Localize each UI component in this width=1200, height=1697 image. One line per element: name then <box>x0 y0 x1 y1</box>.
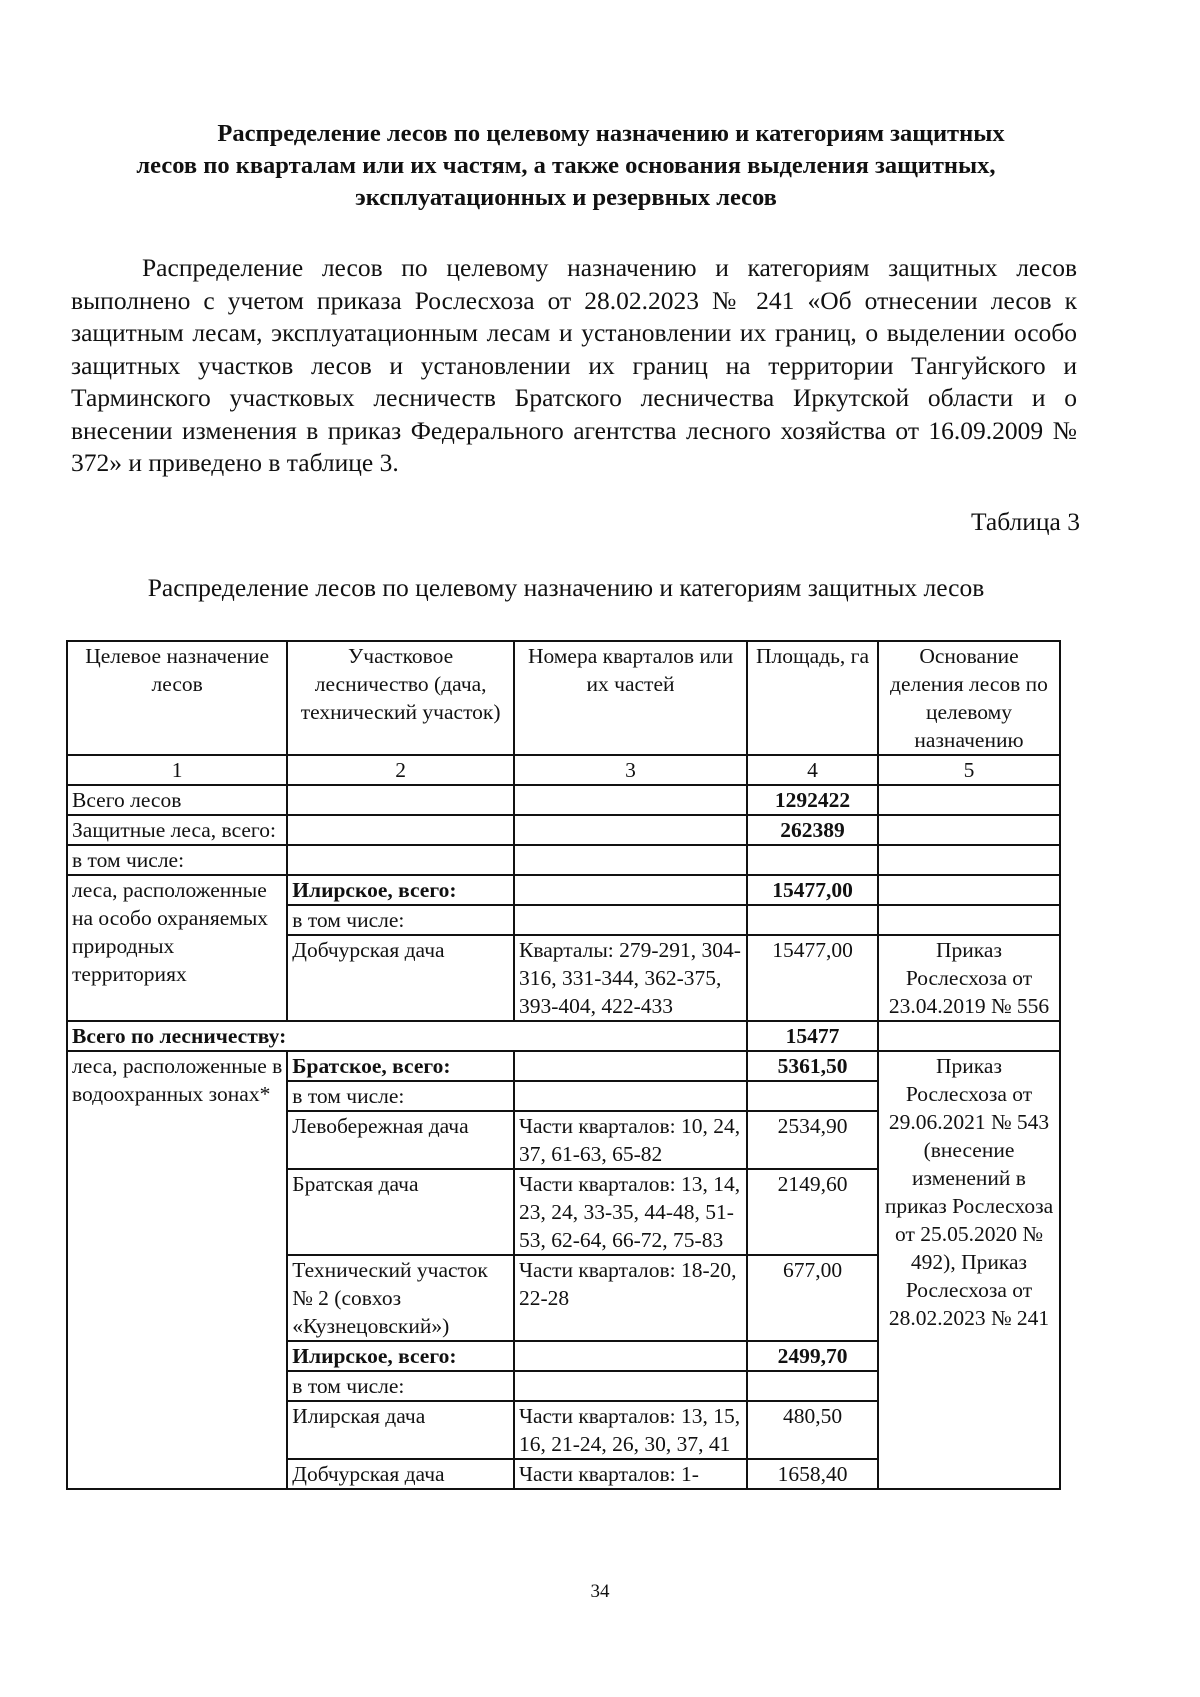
table-row <box>67 815 1060 845</box>
forestry-total-area: 15477 <box>747 1021 878 1051</box>
table-row <box>67 845 1060 875</box>
colnum-4: 4 <box>747 755 878 785</box>
quarters-list: Части кварталов: 10, 24, 37, 61-63, 65-82 <box>514 1111 747 1169</box>
dacha-name: Илирская дача <box>287 1401 514 1459</box>
area-value: 1658,40 <box>747 1459 878 1489</box>
quarters-list: Части кварталов: 13, 15, 16, 21-24, 26, 30, 37, 41 <box>514 1401 747 1459</box>
table-label: Таблица 3 <box>970 507 1080 536</box>
forestry-total-name: Илирское, всего: <box>287 1341 514 1371</box>
header-purpose: Целевое назначение лесов <box>67 641 287 755</box>
total-forests-label: Всего лесов <box>67 785 287 815</box>
including-label: в том числе: <box>287 905 514 935</box>
including-label: в том числе: <box>287 1081 514 1111</box>
dacha-name: Технический участок № 2 (совхоз «Кузнецовский») <box>287 1255 514 1341</box>
forestry-total-name: Братское, всего: <box>287 1051 514 1081</box>
basis-text: Приказ Рослесхоза от 29.06.2021 № 543 (внесение изменений в приказ Рослесхоза от 25.05.2020 № 492), Приказ Рослесхоза от 28.02.2023 № 241 <box>878 1051 1060 1489</box>
basis-text: Приказ Рослесхоза от 23.04.2019 № 556 <box>878 935 1060 1021</box>
colnum-5: 5 <box>878 755 1060 785</box>
header-area: Площадь, га <box>747 641 878 755</box>
total-forests-area: 1292422 <box>747 785 878 815</box>
forestry-total-label: Всего по лесничеству: <box>67 1021 747 1051</box>
table-row <box>67 1021 1060 1051</box>
area-value: 2149,60 <box>747 1169 878 1255</box>
forestry-total-name: Илирское, всего: <box>287 875 514 905</box>
forest-distribution-table <box>66 640 1061 1490</box>
intro-paragraph: Распределение лесов по целевому назначению и категориям защитных лесов выполнено с учетом приказа Рослесхоза от 28.02.2023 № 241 «Об отнесении лесов к защитным лесам, эксплуатационным лесам и установлении их границ, о выделении особо защитных участков лесов и установлении их границ на территории Тангуйского и Тарминского участковых лесничеств Братского лесничества Иркутской области и о внесении изменения в приказ Федерального агентства лесного хозяйства от 16.09.2009 № 372» и приведено в таблице 3. <box>71 253 1077 477</box>
table-row <box>67 1051 1060 1081</box>
including-label: в том числе: <box>287 1371 514 1401</box>
header-quarters: Номера кварталов или их частей <box>514 641 747 755</box>
area-value: 677,00 <box>747 1255 878 1341</box>
protective-total-label: Защитные леса, всего: <box>67 815 287 845</box>
table-title: Распределение лесов по целевому назначению и категориям защитных лесов <box>147 573 985 602</box>
page-number: 34 <box>590 1581 610 1602</box>
section-heading <box>66 118 1066 214</box>
quarters-list: Части кварталов: 13, 14, 23, 24, 33-35, 44-48, 51-53, 62-64, 66-72, 75-83 <box>514 1169 747 1255</box>
quarters-list: Части кварталов: 1- <box>514 1459 747 1489</box>
purpose-protected-areas: леса, расположенные на особо охраняемых природных территориях <box>67 875 287 1021</box>
colnum-1: 1 <box>67 755 287 785</box>
dacha-name: Добчурская дача <box>287 935 514 1021</box>
area-value: 2534,90 <box>747 1111 878 1169</box>
column-number-row <box>67 755 1060 785</box>
dacha-name: Братская дача <box>287 1169 514 1255</box>
area-value: 15477,00 <box>747 935 878 1021</box>
protective-total-area: 262389 <box>747 815 878 845</box>
dacha-name: Добчурская дача <box>287 1459 514 1489</box>
heading-line-1: Распределение лесов по целевому назначению и категориям защитных <box>217 120 1005 147</box>
heading-line-2: лесов по кварталам или их частям, а также основания выделения защитных, <box>136 152 996 179</box>
heading-line-3: эксплуатационных и резервных лесов <box>355 184 777 211</box>
dacha-name: Левобережная дача <box>287 1111 514 1169</box>
header-basis: Основание деления лесов по целевому назначению <box>878 641 1060 755</box>
including-label: в том числе: <box>67 845 287 875</box>
colnum-3: 3 <box>514 755 747 785</box>
forestry-total-area: 5361,50 <box>747 1051 878 1081</box>
header-forestry: Участковое лесничество (дача, технический участок) <box>287 641 514 755</box>
table-header-row <box>67 641 1060 755</box>
area-value: 480,50 <box>747 1401 878 1459</box>
forestry-total-area: 2499,70 <box>747 1341 878 1371</box>
quarters-list: Части кварталов: 18-20, 22-28 <box>514 1255 747 1341</box>
table-row <box>67 785 1060 815</box>
quarters-list: Кварталы: 279-291, 304-316, 331-344, 362-375, 393-404, 422-433 <box>514 935 747 1021</box>
forestry-total-area: 15477,00 <box>747 875 878 905</box>
table-row <box>67 875 1060 905</box>
purpose-water-protection: леса, расположенные в водоохранных зонах* <box>67 1051 287 1489</box>
colnum-2: 2 <box>287 755 514 785</box>
